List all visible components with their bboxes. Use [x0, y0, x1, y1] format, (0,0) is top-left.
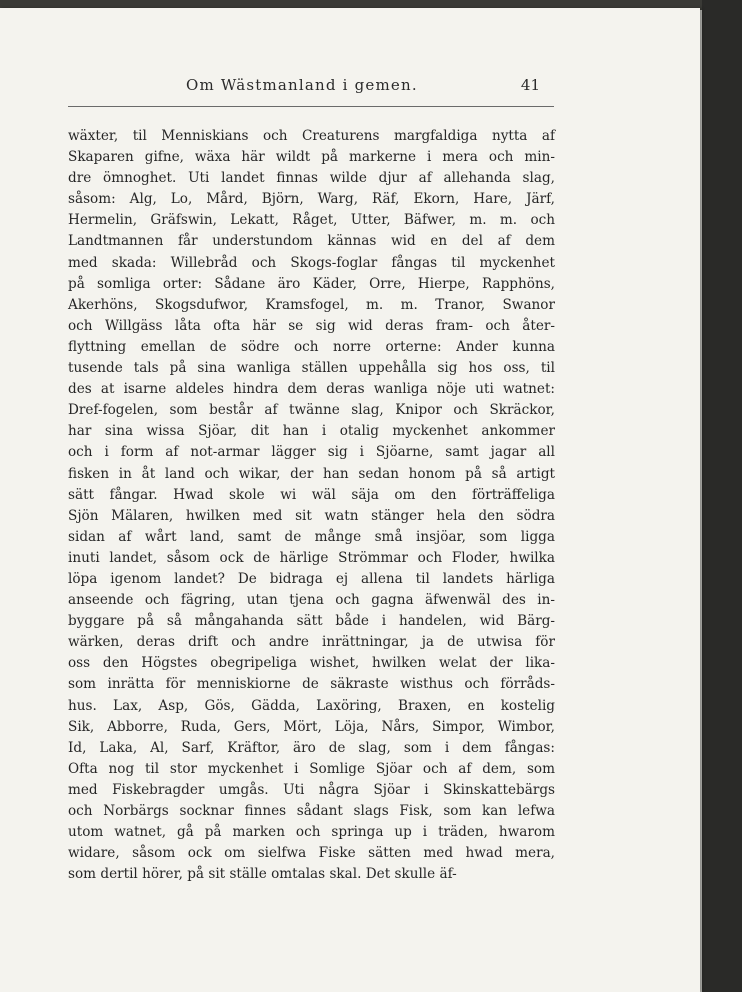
page-number: 41: [520, 76, 540, 94]
text-line: wärken, deras drift och andre inrättningar, ja de utwisa för: [68, 634, 555, 651]
text-line: fisken in åt land och wikar, der han sedan honom på så artigt: [68, 465, 555, 482]
text-line: widare, såsom ock om sielfwa Fiske sätten med hwad mera,: [68, 845, 555, 862]
text-line: Hermelin, Gräfswin, Lekatt, Råget, Utter, Bäfwer, m. m. och: [68, 212, 555, 229]
text-line: oss den Högstes obegripeliga wishet, hwilken welat der lika-: [68, 655, 555, 672]
text-line: inuti landet, såsom ock de härlige Strömmar och Floder, hwilka: [68, 549, 555, 566]
text-line: sätt fångar. Hwad skole wi wäl säja om den förträffeliga: [68, 486, 555, 503]
scan-right-border: [702, 0, 742, 992]
text-line: des at isarne aldeles hindra dem deras wanliga nöje uti watnet:: [68, 381, 555, 398]
text-line: Id, Laka, Al, Sarf, Kräftor, äro de slag, som i dem fångas:: [68, 739, 555, 756]
text-line: Akerhöns, Skogsdufwor, Kramsfogel, m. m. Tranor, Swanor: [68, 296, 555, 313]
text-line: Landtmannen får understundom kännas wid en del af dem: [68, 233, 555, 250]
text-line: på somliga orter: Sådane äro Käder, Orre, Hierpe, Rapphöns,: [68, 275, 555, 292]
text-line: med skada: Willebråd och Skogs-foglar fångas til myckenhet: [68, 254, 555, 271]
text-line: har sina wissa Sjöar, dit han i otalig myckenhet ankommer: [68, 423, 555, 440]
header-rule: [68, 106, 554, 107]
text-line: anseende och fägring, utan tjena och gagna äfwenwäl des in-: [68, 592, 555, 609]
text-line: såsom: Alg, Lo, Mård, Björn, Warg, Räf, Ekorn, Hare, Järf,: [68, 191, 555, 208]
text-line: tusende tals på sina wanliga ställen uppehålla sig hos oss, til: [68, 360, 555, 377]
text-line: hus. Lax, Asp, Gös, Gädda, Laxöring, Braxen, en kostelig: [68, 697, 555, 714]
text-line: dre ömnoghet. Uti landet finnas wilde djur af allehanda slag,: [68, 170, 555, 187]
text-line: Dref-fogelen, som består af twänne slag, Knipor och Skräckor,: [68, 402, 555, 419]
running-title: Om Wästmanland i gemen.: [186, 76, 418, 94]
text-line: och Norbärgs socknar finnes sådant slags Fisk, som kan lefwa: [68, 803, 555, 819]
text-line: utom watnet, gå på marken och springa up i träden, hwarom: [68, 824, 555, 841]
text-line: Skaparen gifne, wäxa här wildt på markerne i mera och min-: [68, 149, 555, 166]
text-line: Ofta nog til stor myckenhet i Somlige Sjöar och af dem, som: [68, 760, 555, 777]
text-line: löpa igenom landet? De bidraga ej allena til landets härliga: [68, 570, 555, 587]
text-line: och i form af not-armar lägger sig i Sjöarne, samt jagar all: [68, 444, 555, 461]
running-header: [68, 76, 554, 100]
text-line: Sik, Abborre, Ruda, Gers, Mört, Löja, Nårs, Simpor, Wimbor,: [68, 718, 555, 735]
text-line: med Fiskebragder umgås. Uti några Sjöar i Skinskattebärgs: [68, 781, 555, 798]
text-line: som dertil hörer, på sit ställe omtalas skal. Det skulle äf-: [68, 866, 457, 883]
text-line: byggare på så mångahanda sätt både i handelen, wid Bärg-: [68, 613, 555, 630]
body-text: [68, 126, 555, 885]
text-line: flyttning emellan de södre och norre orterne: Ander kunna: [68, 338, 555, 355]
text-line: sidan af wårt land, samt de månge små insjöar, som ligga: [68, 528, 555, 545]
text-line: Sjön Mälaren, hwilken med sit watn stänger hela den södra: [68, 507, 555, 524]
text-line: och Willgäss låta ofta här se sig wid deras fram- och åter-: [68, 317, 555, 334]
text-line: wäxter, til Menniskians och Creaturens margfaldiga nytta af: [68, 128, 555, 144]
text-line: som inrätta för menniskiorne de säkraste wisthus och förråds-: [68, 676, 555, 693]
